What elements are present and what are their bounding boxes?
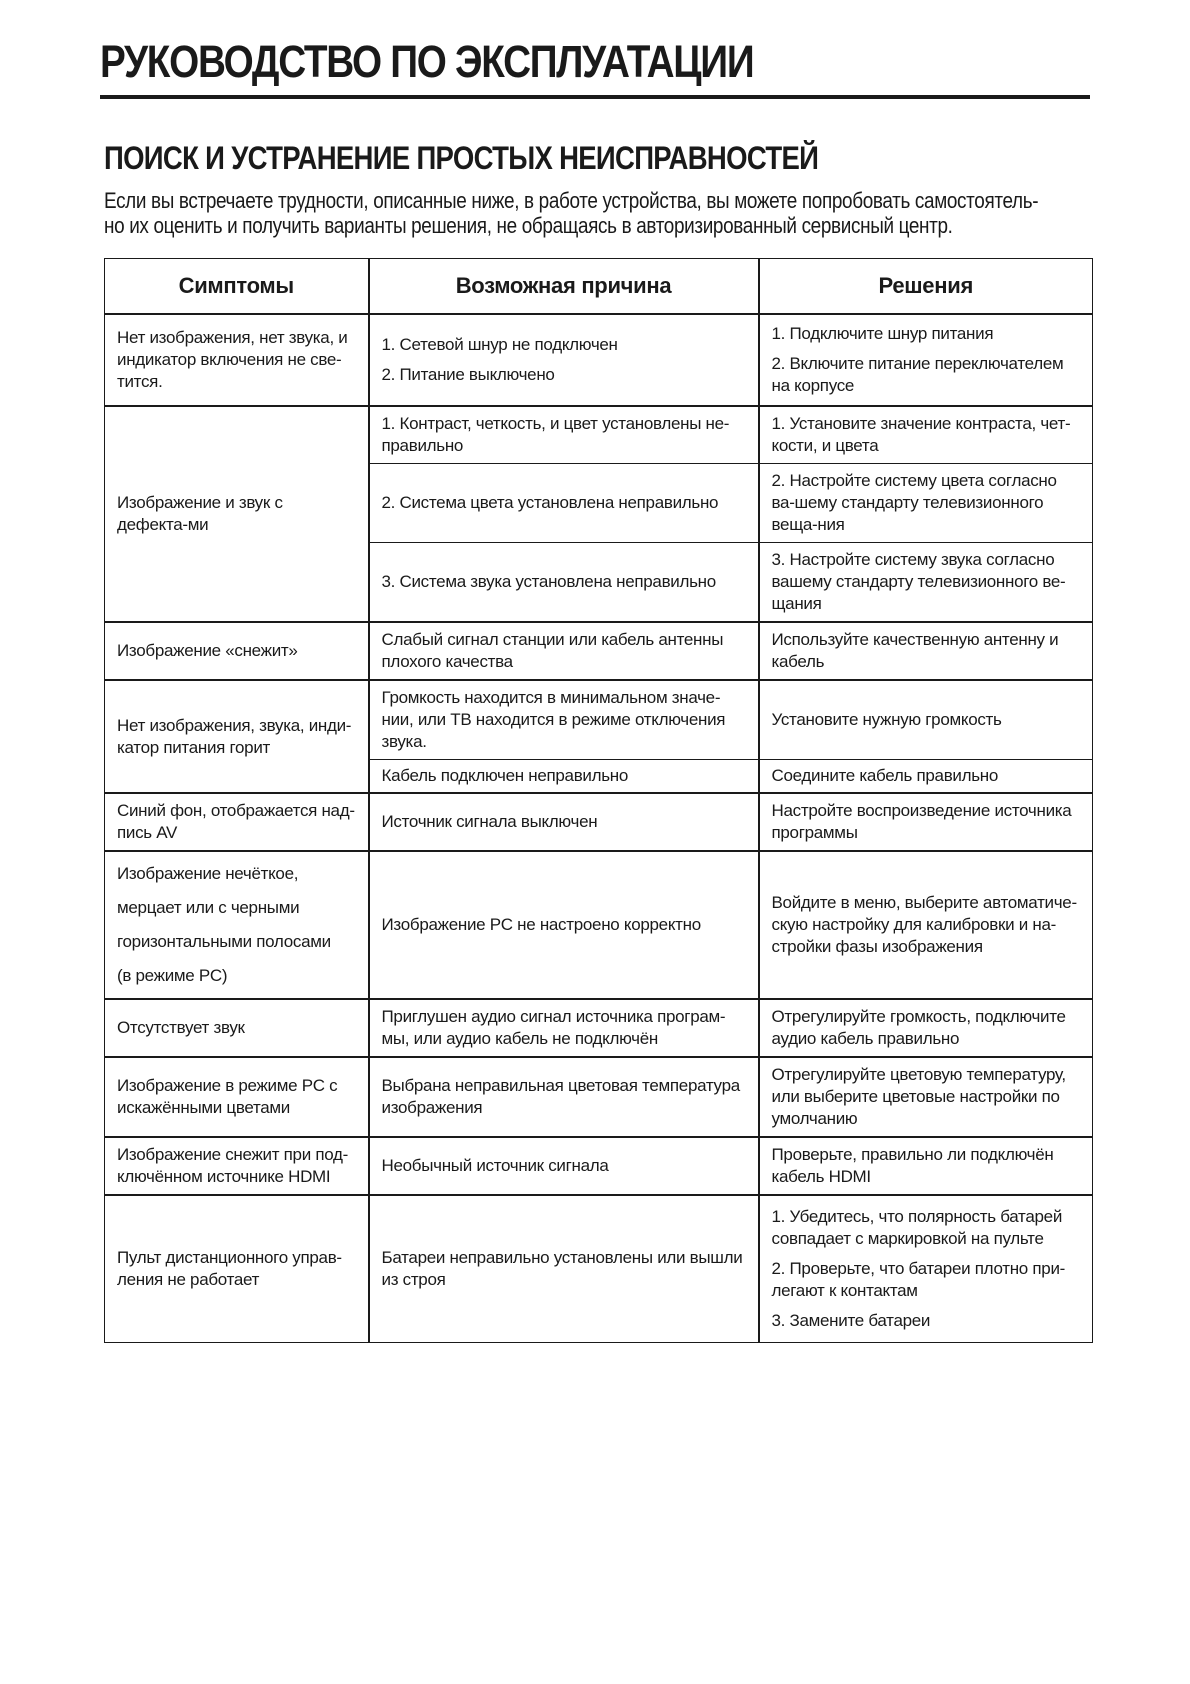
symptom-line: мерцает или с черными [117,898,300,917]
page-title: РУКОВОДСТВО ПО ЭКСПЛУАТАЦИИ [100,36,754,87]
header-symptoms: Симптомы [105,259,369,315]
table-row [105,680,1093,760]
cause-cell: Громкость находится в минимальном значе-нии, или ТВ находится в режиме отключения звука. [369,680,759,760]
solution-cell: Используйте качественную антенну и кабель [759,622,1093,680]
cause-item: 2. Питание выключено [381,365,555,384]
header-solution: Решения [759,259,1093,315]
symptom-line: Изображение нечёткое, [117,864,299,883]
cause-cell: Слабый сигнал станции или кабель антенны плохого качества [369,622,759,680]
solution-cell: Отрегулируйте громкость, подключите аудио кабель правильно [759,999,1093,1057]
table-row [105,1137,1093,1195]
intro-line-1: Если вы встречаете трудности, описанные ниже, в работе устройства, вы можете попробовать самостоятель- [104,188,1039,213]
symptom-cell: Синий фон, отображается над-пись AV [105,793,369,851]
table-row [105,314,1093,406]
solution-cell: Войдите в меню, выберите автоматиче-скую настройку для калибровки и на-стройки фазы изображения [759,851,1093,999]
symptom-line: (в режиме PC) [117,966,228,985]
intro-paragraph [104,188,1084,238]
symptom-cell: Изображение и звук с дефекта-ми [105,406,369,622]
section-title: ПОИСК И УСТРАНЕНИЕ ПРОСТЫХ НЕИСПРАВНОСТЕЙ [104,140,819,176]
cause-item: 1. Сетевой шнур не подключен [381,335,618,354]
cause-cell: 2. Система цвета установлена неправильно [369,464,759,543]
solution-item: 2. Проверьте, что батареи плотно при-легают к контактам [771,1259,1066,1300]
solution-cell: Настройте воспроизведение источника программы [759,793,1093,851]
table-header-row [105,259,1093,315]
symptom-cell: Изображение снежит при под-ключённом источнике HDMI [105,1137,369,1195]
table-row [105,793,1093,851]
solution-cell: 2. Настройте систему цвета согласно ва-шему стандарту телевизионного веща-ния [759,464,1093,543]
cause-cell: Необычный источник сигнала [369,1137,759,1195]
symptom-cell: Пульт дистанционного управ-ления не работает [105,1195,369,1343]
symptom-cell: Отсутствует звук [105,999,369,1057]
solution-cell: Соедините кабель правильно [759,760,1093,794]
solution-cell: Проверьте, правильно ли подключён кабель HDMI [759,1137,1093,1195]
solution-cell [759,314,1093,406]
cause-cell: 3. Система звука установлена неправильно [369,543,759,623]
cause-cell [369,314,759,406]
symptom-cell: Нет изображения, звука, инди-катор питания горит [105,680,369,793]
solution-cell: 1. Установите значение контраста, чет-кости, и цвета [759,406,1093,464]
solution-item: 3. Замените батареи [771,1311,931,1330]
table-row [105,999,1093,1057]
header-cause: Возможная причина [369,259,759,315]
cause-cell: Приглушен аудио сигнал источника програм-мы, или аудио кабель не подключён [369,999,759,1057]
solution-item: 1. Убедитесь, что полярность батарей совпадает с маркировкой на пульте [771,1207,1063,1248]
cause-cell: Изображение PC не настроено корректно [369,851,759,999]
troubleshooting-table [104,258,1093,1343]
cause-cell: Источник сигнала выключен [369,793,759,851]
table-row [105,851,1093,999]
symptom-cell: Нет изображения, нет звука, и индикатор включения не све-тится. [105,314,369,406]
cause-cell: 1. Контраст, четкость, и цвет установлены не-правильно [369,406,759,464]
symptom-line: горизонтальными полосами [117,932,331,951]
table-row [105,406,1093,464]
symptom-cell [105,851,369,999]
symptom-cell: Изображение «снежит» [105,622,369,680]
solution-cell: Установите нужную громкость [759,680,1093,760]
solution-item: 1. Подключите шнур питания [771,324,994,343]
solution-item: 2. Включите питание переключателем на корпусе [771,354,1064,395]
solution-cell: 3. Настройте систему звука согласно вашему стандарту телевизионного ве-щания [759,543,1093,623]
cause-cell: Кабель подключен неправильно [369,760,759,794]
cause-cell: Батареи неправильно установлены или вышли из строя [369,1195,759,1343]
intro-line-2: но их оценить и получить варианты решения, не обращаясь в авторизированный сервисный центр. [104,213,953,238]
table-row [105,1195,1093,1343]
cause-cell: Выбрана неправильная цветовая температура изображения [369,1057,759,1137]
solution-cell: Отрегулируйте цветовую температуру, или выберите цветовые настройки по умолчанию [759,1057,1093,1137]
solution-cell [759,1195,1093,1343]
symptom-cell: Изображение в режиме PC с искажёнными цветами [105,1057,369,1137]
title-divider [100,95,1090,99]
table-row [105,622,1093,680]
table-row [105,1057,1093,1137]
